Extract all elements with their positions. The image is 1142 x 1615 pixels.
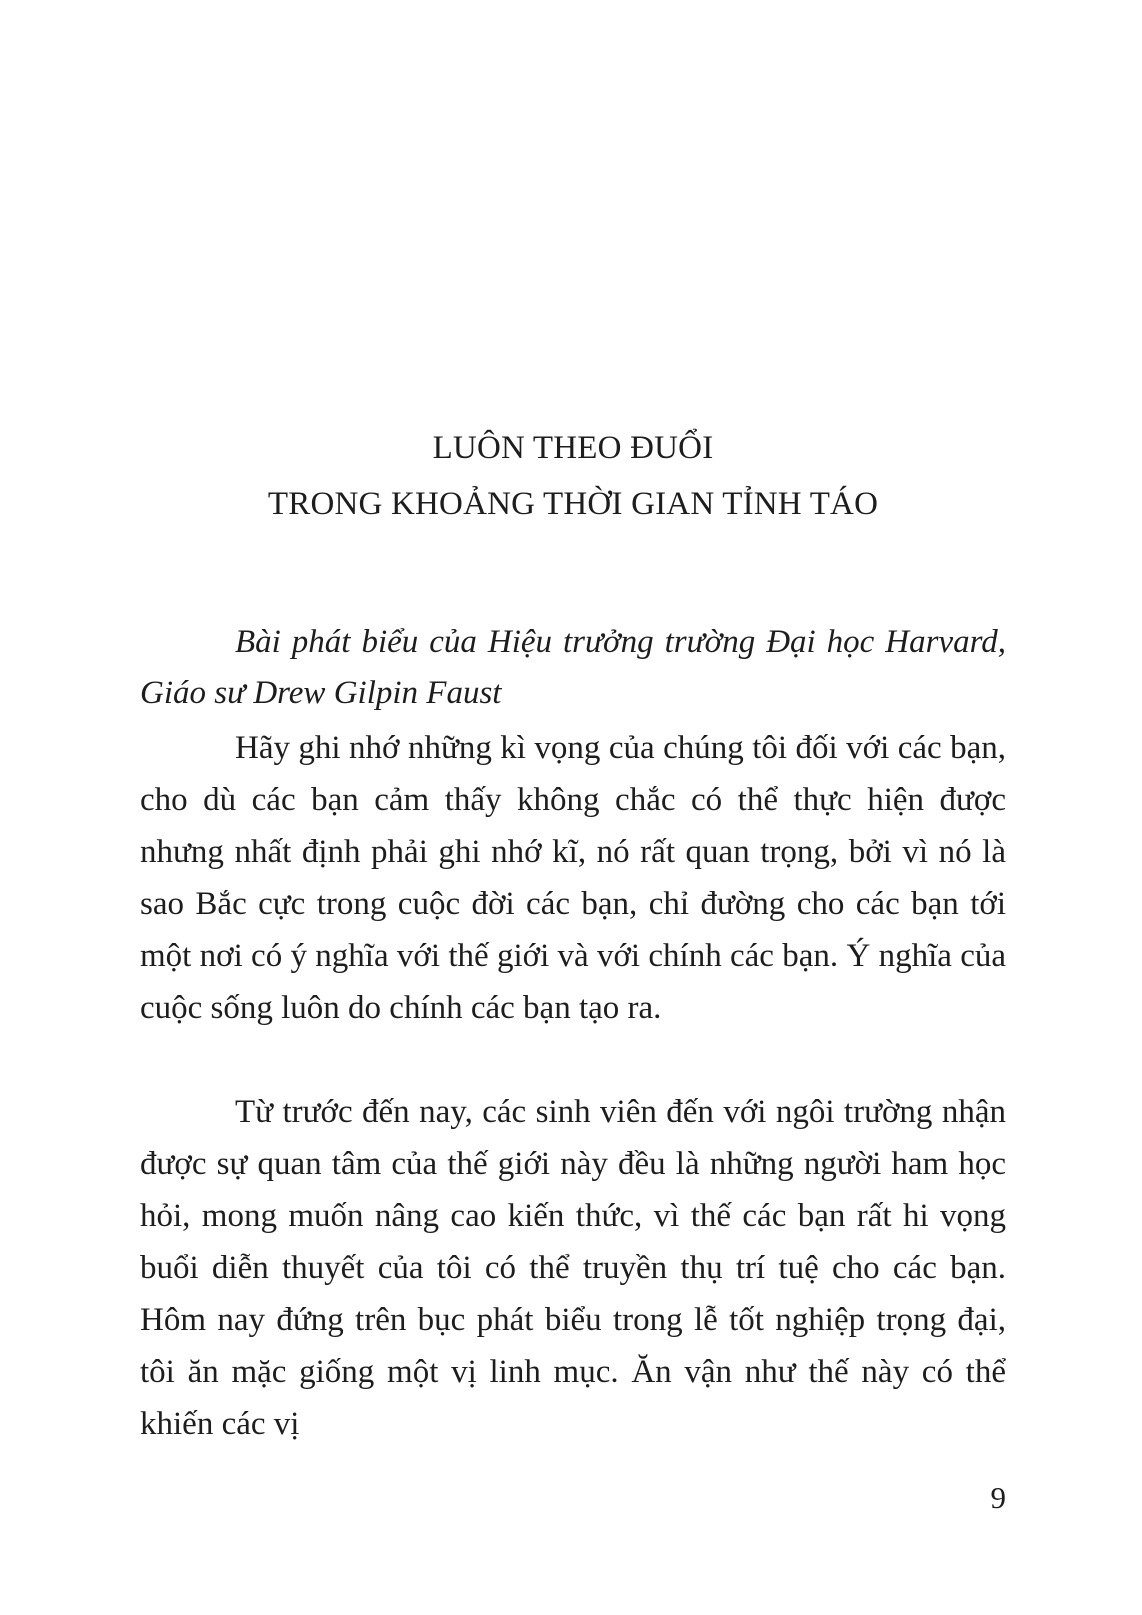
page-number: 9 <box>990 1480 1006 1515</box>
chapter-title-line-2: TRONG KHOẢNG THỜI GIAN TỈNH TÁO <box>267 486 879 522</box>
chapter-title-line-1: LUÔN THEO ĐUỔI <box>432 430 714 466</box>
chapter-subtitle: Bài phát biểu của Hiệu trưởng trường Đại học Harvard, Giáo sư Drew Gilpin Faust <box>140 624 1006 711</box>
body-paragraph-1: Hãy ghi nhớ những kì vọng của chúng tôi đối với các bạn, cho dù các bạn cảm thấy không chắc có thể thực hiện được nhưng nhất định phải ghi nhớ kĩ, nó rất quan trọng, bởi vì nó là sao Bắc cực trong cuộc đời các bạn, chỉ đường cho các bạn tới một nơi có ý nghĩa với thế giới và với chính các bạn. Ý nghĩa của cuộc sống luôn do chính các bạn tạo ra. <box>140 730 1006 1026</box>
body-paragraph-2: Từ trước đến nay, các sinh viên đến với ngôi trường nhận được sự quan tâm của thế giới này đều là những người ham học hỏi, mong muốn nâng cao kiến thức, vì thế các bạn rất hi vọng buổi diễn thuyết của tôi có thể truyền thụ trí tuệ cho các bạn. Hôm nay đứng trên bục phát biểu trong lễ tốt nghiệp trọng đại, tôi ăn mặc giống một vị linh mục. Ăn vận như thế này có thể khiến các vị <box>140 1094 1006 1442</box>
